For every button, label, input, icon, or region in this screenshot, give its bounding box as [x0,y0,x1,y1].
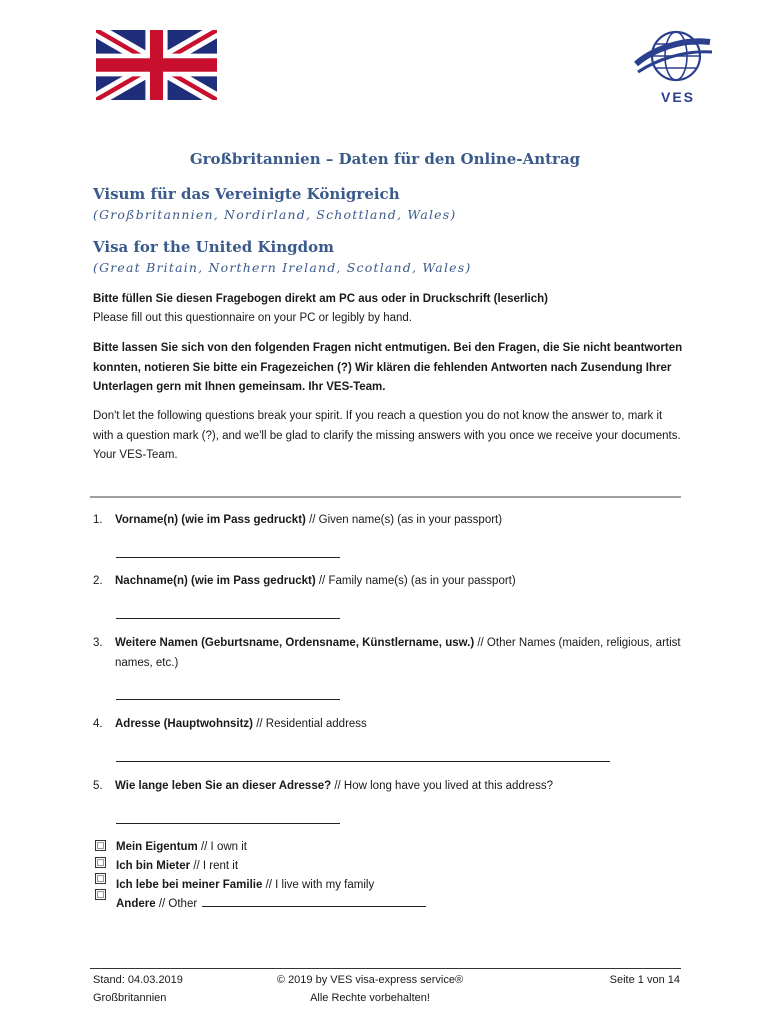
footer-divider [90,968,681,969]
answer-line-other-names[interactable] [116,699,340,700]
option-label-en: // I rent it [190,860,239,872]
option-label-de: Ich lebe bei meiner Familie [116,879,263,891]
option-family [116,876,374,895]
question-label-en: // How long have you lived at this address? [331,780,553,792]
question-1 [93,510,683,530]
option-label-en: // I own it [197,841,247,853]
option-label-de: Ich bin Mieter [116,860,191,872]
page-title: Großbritannien – Daten für den Online-Antrag [189,150,581,168]
option-label-en: // Other [155,898,201,910]
option-label-en: // I live with my family [262,879,375,891]
checkbox-own[interactable] [95,840,106,851]
question-label-de: Adresse (Hauptwohnsitz) [115,718,254,730]
question-number: 2. [93,575,103,587]
answer-line-given-names[interactable] [116,557,340,558]
answer-line-other[interactable] [202,897,426,907]
option-other [116,895,426,914]
question-2 [93,571,683,591]
question-number: 3. [93,637,103,649]
checkbox-rent[interactable] [95,857,106,868]
intro-fill-en: Please fill out this questionnaire on your PC or legibly by hand. [93,312,412,324]
question-5 [93,776,683,796]
ves-logo-text: VES [660,89,695,105]
answer-line-duration[interactable] [116,823,340,824]
question-number: 5. [93,780,103,792]
footer-page-number: Seite 1 von 14 [609,974,680,986]
option-rent [116,857,238,876]
subtitle-en-regions: (Great Britain, Northern Ireland, Scotland, Wales) [93,260,472,275]
option-own [116,838,247,857]
question-number: 4. [93,718,103,730]
question-label-de: Wie lange leben Sie an dieser Adresse? [115,780,332,792]
ves-logo [632,28,714,105]
checkbox-other[interactable] [95,889,106,900]
union-jack-flag-icon [96,30,217,100]
option-label-de: Mein Eigentum [116,841,198,853]
question-label-en: // Residential address [253,718,367,730]
footer-rights: Alle Rechte vorbehalten! [310,992,430,1004]
answer-line-address[interactable] [116,761,610,762]
question-4 [93,714,683,734]
question-label-en: // Given name(s) (as in your passport) [305,514,503,526]
subtitle-en: Visa for the United Kingdom [93,238,335,256]
intro-fill-de: Bitte füllen Sie diesen Fragebogen direkt am PC aus oder in Druckschrift (leserlich) [93,293,549,305]
subtitle-de: Visum für das Vereinigte Königreich [93,185,400,203]
intro-note-de: Bitte lassen Sie sich von den folgenden Fragen nicht entmutigen. Bei den Fragen, die Sie nicht beantworten konnten, notieren Sie bitte ein Fragezeichen (?) Wir klären die fehlenden Antworten nach Zusendung Ihrer Unterlagen gern mit Ihnen gemeinsam. Ihr VES-Team. [93,342,683,393]
question-label-de: Weitere Namen (Geburtsname, Ordensname, Künstlername, usw.) [115,637,475,649]
option-label-de: Andere [116,898,156,910]
checkbox-family[interactable] [95,873,106,884]
question-label-en: // Other Names (maiden, religious, artist names, etc.) [115,637,681,669]
subtitle-de-regions: (Großbritannien, Nordirland, Schottland, Wales) [93,207,457,222]
question-number: 1. [93,514,103,526]
footer-stand: Stand: 04.03.2019 [93,974,183,986]
ves-globe-logo-icon [632,28,714,86]
answer-line-family-names[interactable] [116,618,340,619]
question-3 [93,633,683,673]
section-divider [90,496,681,498]
footer-copyright: © 2019 by VES visa-express service® [276,974,464,986]
question-label-de: Vorname(n) (wie im Pass gedruckt) [115,514,306,526]
question-label-de: Nachname(n) (wie im Pass gedruckt) [115,575,316,587]
intro-note-en: Don't let the following questions break your spirit. If you reach a question you do not know the answer to, mark it with a question mark (?), and we'll be glad to clarify the missing answers with you once we receive your documents. Your VES-Team. [93,410,681,461]
question-label-en: // Family name(s) (as in your passport) [315,575,516,587]
footer-country: Großbritannien [93,992,167,1004]
